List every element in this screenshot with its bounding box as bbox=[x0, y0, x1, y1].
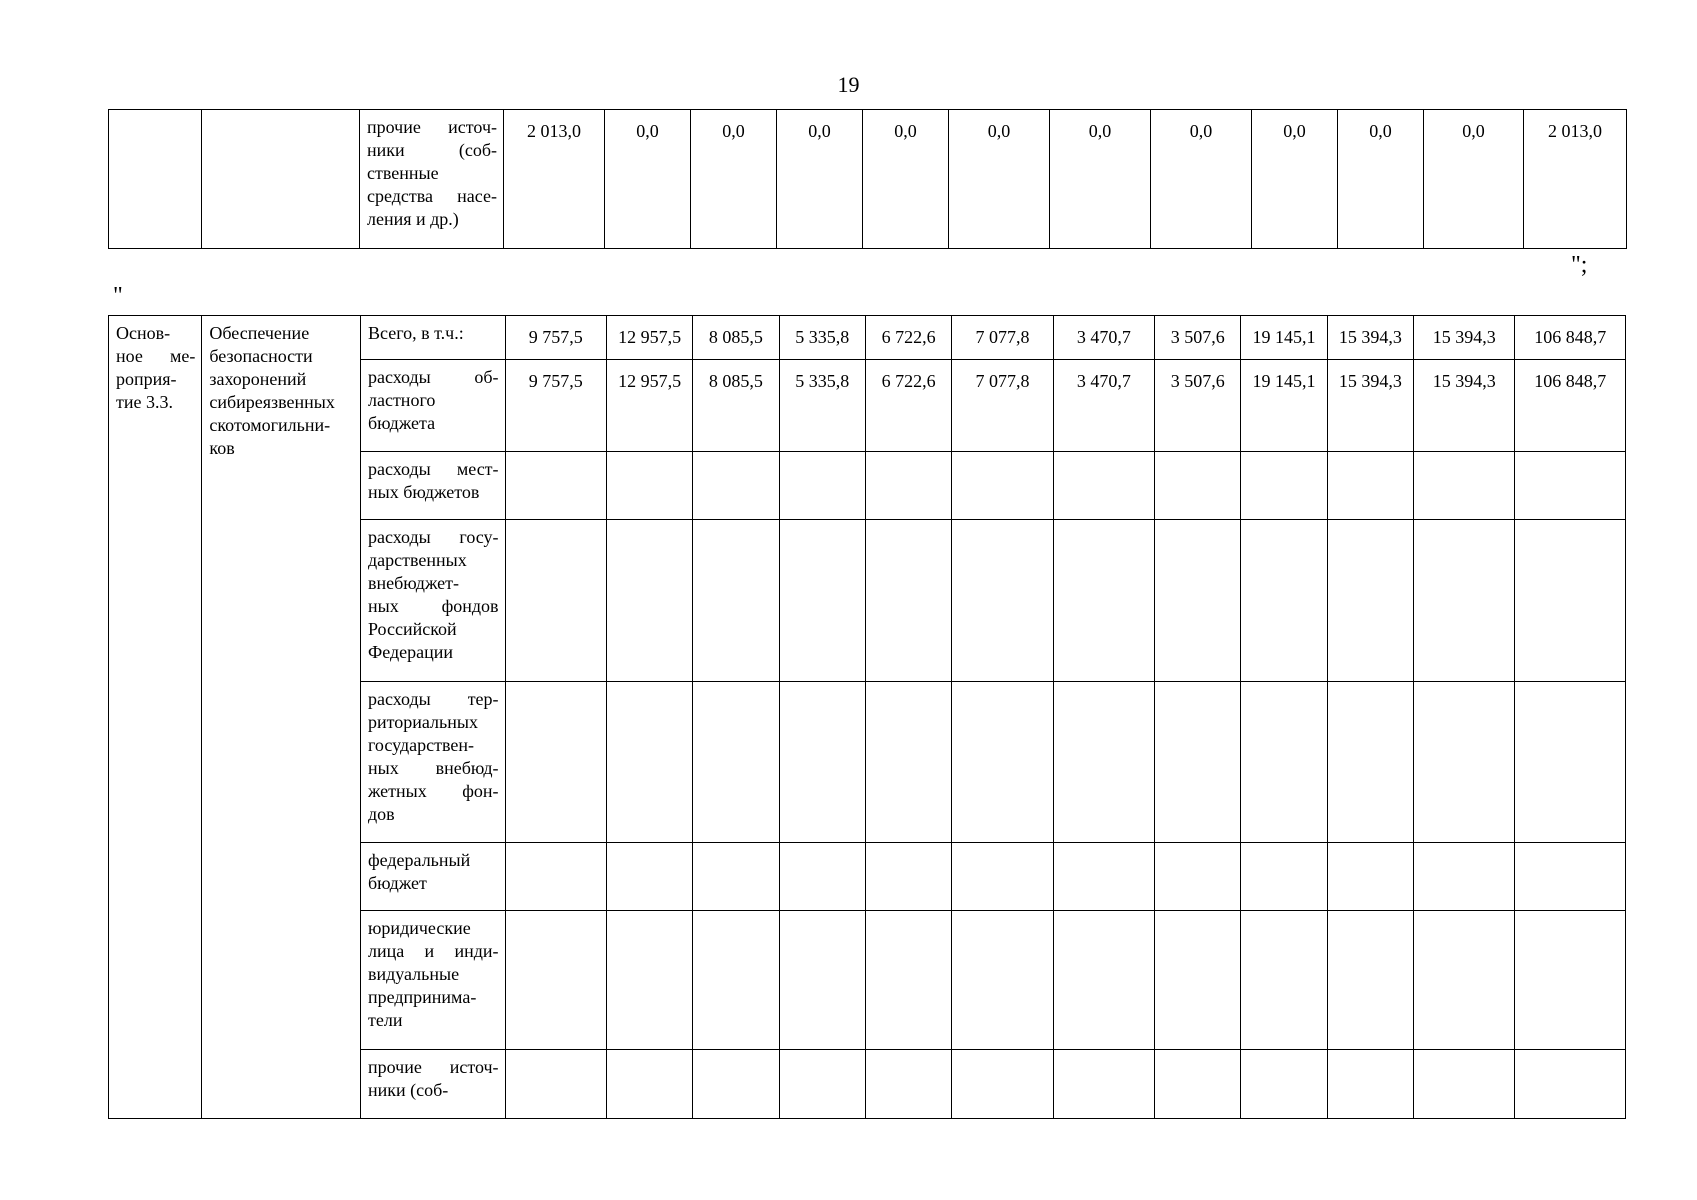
funding-source-line: юридические bbox=[367, 918, 471, 938]
page-number: 19 bbox=[837, 72, 860, 97]
value-cell bbox=[1241, 843, 1327, 911]
funding-source-cell bbox=[360, 682, 505, 843]
funding-source-line: бюджета bbox=[367, 413, 436, 433]
source-label-line: ления и др.) bbox=[367, 209, 459, 229]
activity-code-line: тие 3.3. bbox=[116, 392, 173, 412]
value-cell bbox=[1241, 911, 1327, 1050]
value-cell: 8 085,5 bbox=[693, 316, 779, 360]
value-cell: 3 470,7 bbox=[1053, 316, 1154, 360]
funding-source-line: ных бюджетов bbox=[367, 482, 480, 502]
value-cell bbox=[606, 452, 692, 520]
value-cell bbox=[1414, 843, 1515, 911]
table-row bbox=[109, 110, 1627, 249]
value-cell: 0,0 bbox=[691, 110, 777, 249]
funding-source-cell bbox=[360, 452, 505, 520]
value-cell bbox=[505, 1050, 606, 1119]
value-cell bbox=[606, 1050, 692, 1119]
value-cell: 12 957,5 bbox=[606, 360, 692, 452]
funding-source-line: Федерации bbox=[367, 642, 453, 662]
funding-source-line: ники (соб- bbox=[367, 1080, 449, 1100]
value-cell: 19 145,1 bbox=[1241, 316, 1327, 360]
value-cell: 9 757,5 bbox=[505, 316, 606, 360]
value-cell bbox=[505, 452, 606, 520]
funding-source-line: федеральный bbox=[367, 850, 471, 870]
value-cell: 8 085,5 bbox=[693, 360, 779, 452]
value-cell bbox=[505, 911, 606, 1050]
value-cell bbox=[1053, 1050, 1154, 1119]
activity-name-line: ков bbox=[209, 438, 235, 458]
funding-source-line: Российской bbox=[367, 619, 457, 639]
value-cell bbox=[693, 843, 779, 911]
activity-name-line: Обеспечение bbox=[209, 323, 310, 343]
value-cell bbox=[865, 682, 951, 843]
activity-name-line: безопасности bbox=[209, 346, 313, 366]
value-cell bbox=[952, 452, 1053, 520]
value-cell bbox=[1515, 452, 1626, 520]
value-cell: 2 013,0 bbox=[504, 110, 605, 249]
value-cell: 15 394,3 bbox=[1414, 316, 1515, 360]
value-cell: 19 145,1 bbox=[1241, 360, 1327, 452]
activity-name-line: сибиреязвенных bbox=[209, 392, 335, 412]
value-cell bbox=[693, 520, 779, 682]
funding-source-cell bbox=[360, 843, 505, 911]
funding-source-line: жетных фон- bbox=[367, 781, 499, 801]
funding-source-line: дарственных bbox=[367, 550, 467, 570]
value-cell bbox=[1155, 520, 1241, 682]
value-cell bbox=[606, 911, 692, 1050]
value-cell bbox=[1053, 911, 1154, 1050]
value-cell bbox=[865, 1050, 951, 1119]
value-cell: 0,0 bbox=[1151, 110, 1252, 249]
value-cell bbox=[1327, 452, 1413, 520]
value-cell: 15 394,3 bbox=[1327, 360, 1413, 452]
funding-source-line: предпринима- bbox=[367, 987, 477, 1007]
funding-source-line: расходы мест- bbox=[367, 459, 499, 479]
value-cell bbox=[1414, 520, 1515, 682]
value-cell bbox=[693, 682, 779, 843]
activity-name-line: захоронений bbox=[209, 369, 307, 389]
funding-source-cell bbox=[360, 911, 505, 1050]
opening-quote: " bbox=[113, 283, 123, 309]
value-cell bbox=[606, 520, 692, 682]
value-cell: 5 335,8 bbox=[779, 360, 865, 452]
funding-source-line: прочие источ- bbox=[367, 1057, 499, 1077]
value-cell: 0,0 bbox=[1252, 110, 1338, 249]
value-cell: 0,0 bbox=[777, 110, 863, 249]
value-cell bbox=[1515, 1050, 1626, 1119]
funding-source-line: бюджет bbox=[367, 873, 427, 893]
value-cell: 7 077,8 bbox=[952, 360, 1053, 452]
value-cell bbox=[1241, 1050, 1327, 1119]
main-table bbox=[108, 315, 1626, 1119]
empty-cell bbox=[202, 110, 360, 249]
value-cell: 106 848,7 bbox=[1515, 316, 1626, 360]
value-cell bbox=[1414, 452, 1515, 520]
value-cell bbox=[1327, 911, 1413, 1050]
value-cell bbox=[505, 682, 606, 843]
value-cell bbox=[779, 843, 865, 911]
source-label-line: ники (соб- bbox=[367, 140, 497, 160]
value-cell bbox=[1327, 682, 1413, 843]
value-cell bbox=[865, 843, 951, 911]
value-cell: 7 077,8 bbox=[952, 316, 1053, 360]
value-cell: 3 470,7 bbox=[1053, 360, 1154, 452]
value-cell bbox=[505, 843, 606, 911]
activity-code-line: ное ме- bbox=[116, 346, 196, 366]
funding-source-line: дов bbox=[367, 804, 395, 824]
value-cell bbox=[1414, 682, 1515, 843]
funding-source-cell bbox=[360, 360, 505, 452]
funding-source-line: Всего, в т.ч.: bbox=[367, 323, 464, 343]
value-cell bbox=[865, 520, 951, 682]
value-cell bbox=[606, 682, 692, 843]
value-cell bbox=[1155, 843, 1241, 911]
source-label-line: прочие источ- bbox=[367, 117, 497, 137]
funding-source-cell bbox=[360, 520, 505, 682]
funding-source-line: ных фондов bbox=[367, 596, 499, 616]
funding-source-cell bbox=[360, 316, 505, 360]
value-cell bbox=[1515, 520, 1626, 682]
value-cell bbox=[1053, 843, 1154, 911]
value-cell bbox=[505, 520, 606, 682]
value-cell bbox=[1241, 520, 1327, 682]
value-cell bbox=[1414, 911, 1515, 1050]
value-cell: 5 335,8 bbox=[779, 316, 865, 360]
funding-source-line: расходы госу- bbox=[367, 527, 499, 547]
value-cell: 3 507,6 bbox=[1155, 360, 1241, 452]
value-cell bbox=[693, 1050, 779, 1119]
activity-code-cell bbox=[109, 316, 202, 1119]
value-cell bbox=[1155, 682, 1241, 843]
funding-source-line: расходы об- bbox=[367, 367, 499, 387]
value-cell bbox=[1155, 911, 1241, 1050]
value-cell bbox=[865, 452, 951, 520]
value-cell bbox=[1053, 682, 1154, 843]
value-cell: 3 507,6 bbox=[1155, 316, 1241, 360]
value-cell bbox=[779, 520, 865, 682]
value-cell bbox=[779, 1050, 865, 1119]
funding-source-line: тели bbox=[367, 1010, 403, 1030]
activity-name-line: скотомогильни- bbox=[209, 415, 331, 435]
value-cell: 0,0 bbox=[605, 110, 691, 249]
value-cell: 0,0 bbox=[949, 110, 1050, 249]
value-cell bbox=[952, 911, 1053, 1050]
value-cell bbox=[952, 520, 1053, 682]
value-cell: 9 757,5 bbox=[505, 360, 606, 452]
funding-source-line: лица и инди- bbox=[367, 941, 499, 961]
value-cell bbox=[865, 911, 951, 1050]
value-cell bbox=[952, 682, 1053, 843]
closing-quote: "; bbox=[1571, 252, 1588, 278]
funding-source-line: государствен- bbox=[367, 735, 474, 755]
source-label-line: средства насе- bbox=[367, 186, 497, 206]
value-cell bbox=[693, 452, 779, 520]
table-row bbox=[109, 316, 1626, 360]
value-cell bbox=[1053, 452, 1154, 520]
value-cell: 0,0 bbox=[863, 110, 949, 249]
value-cell bbox=[1327, 1050, 1413, 1119]
value-cell bbox=[1515, 843, 1626, 911]
funding-source-line: риториальных bbox=[367, 712, 478, 732]
value-cell bbox=[779, 911, 865, 1050]
value-cell bbox=[779, 452, 865, 520]
value-cell bbox=[1155, 1050, 1241, 1119]
value-cell bbox=[1053, 520, 1154, 682]
funding-source-line: ластного bbox=[367, 390, 436, 410]
value-cell bbox=[952, 1050, 1053, 1119]
top-table bbox=[108, 109, 1627, 249]
value-cell bbox=[1414, 1050, 1515, 1119]
funding-source-line: расходы тер- bbox=[367, 689, 499, 709]
source-label-line: ственные bbox=[367, 163, 439, 183]
value-cell bbox=[606, 843, 692, 911]
value-cell bbox=[1327, 843, 1413, 911]
value-cell bbox=[779, 682, 865, 843]
value-cell: 15 394,3 bbox=[1414, 360, 1515, 452]
value-cell: 6 722,6 bbox=[865, 316, 951, 360]
value-cell: 0,0 bbox=[1338, 110, 1424, 249]
value-cell: 0,0 bbox=[1050, 110, 1151, 249]
value-cell: 0,0 bbox=[1424, 110, 1524, 249]
activity-name-cell bbox=[202, 316, 361, 1119]
value-cell bbox=[1241, 682, 1327, 843]
value-cell: 12 957,5 bbox=[606, 316, 692, 360]
activity-code-line: Основ- bbox=[116, 323, 171, 343]
value-cell bbox=[1155, 452, 1241, 520]
value-cell: 2 013,0 bbox=[1524, 110, 1627, 249]
value-cell: 6 722,6 bbox=[865, 360, 951, 452]
value-cell bbox=[952, 843, 1053, 911]
activity-code-line: роприя- bbox=[116, 369, 177, 389]
value-cell: 15 394,3 bbox=[1327, 316, 1413, 360]
value-cell: 106 848,7 bbox=[1515, 360, 1626, 452]
value-cell bbox=[1515, 682, 1626, 843]
value-cell bbox=[693, 911, 779, 1050]
funding-source-line: внебюджет- bbox=[367, 573, 460, 593]
funding-source-line: видуальные bbox=[367, 964, 460, 984]
source-label-cell bbox=[360, 110, 504, 249]
value-cell bbox=[1515, 911, 1626, 1050]
value-cell bbox=[1327, 520, 1413, 682]
empty-cell bbox=[109, 110, 202, 249]
value-cell bbox=[1241, 452, 1327, 520]
funding-source-cell bbox=[360, 1050, 505, 1119]
funding-source-line: ных внебюд- bbox=[367, 758, 499, 778]
